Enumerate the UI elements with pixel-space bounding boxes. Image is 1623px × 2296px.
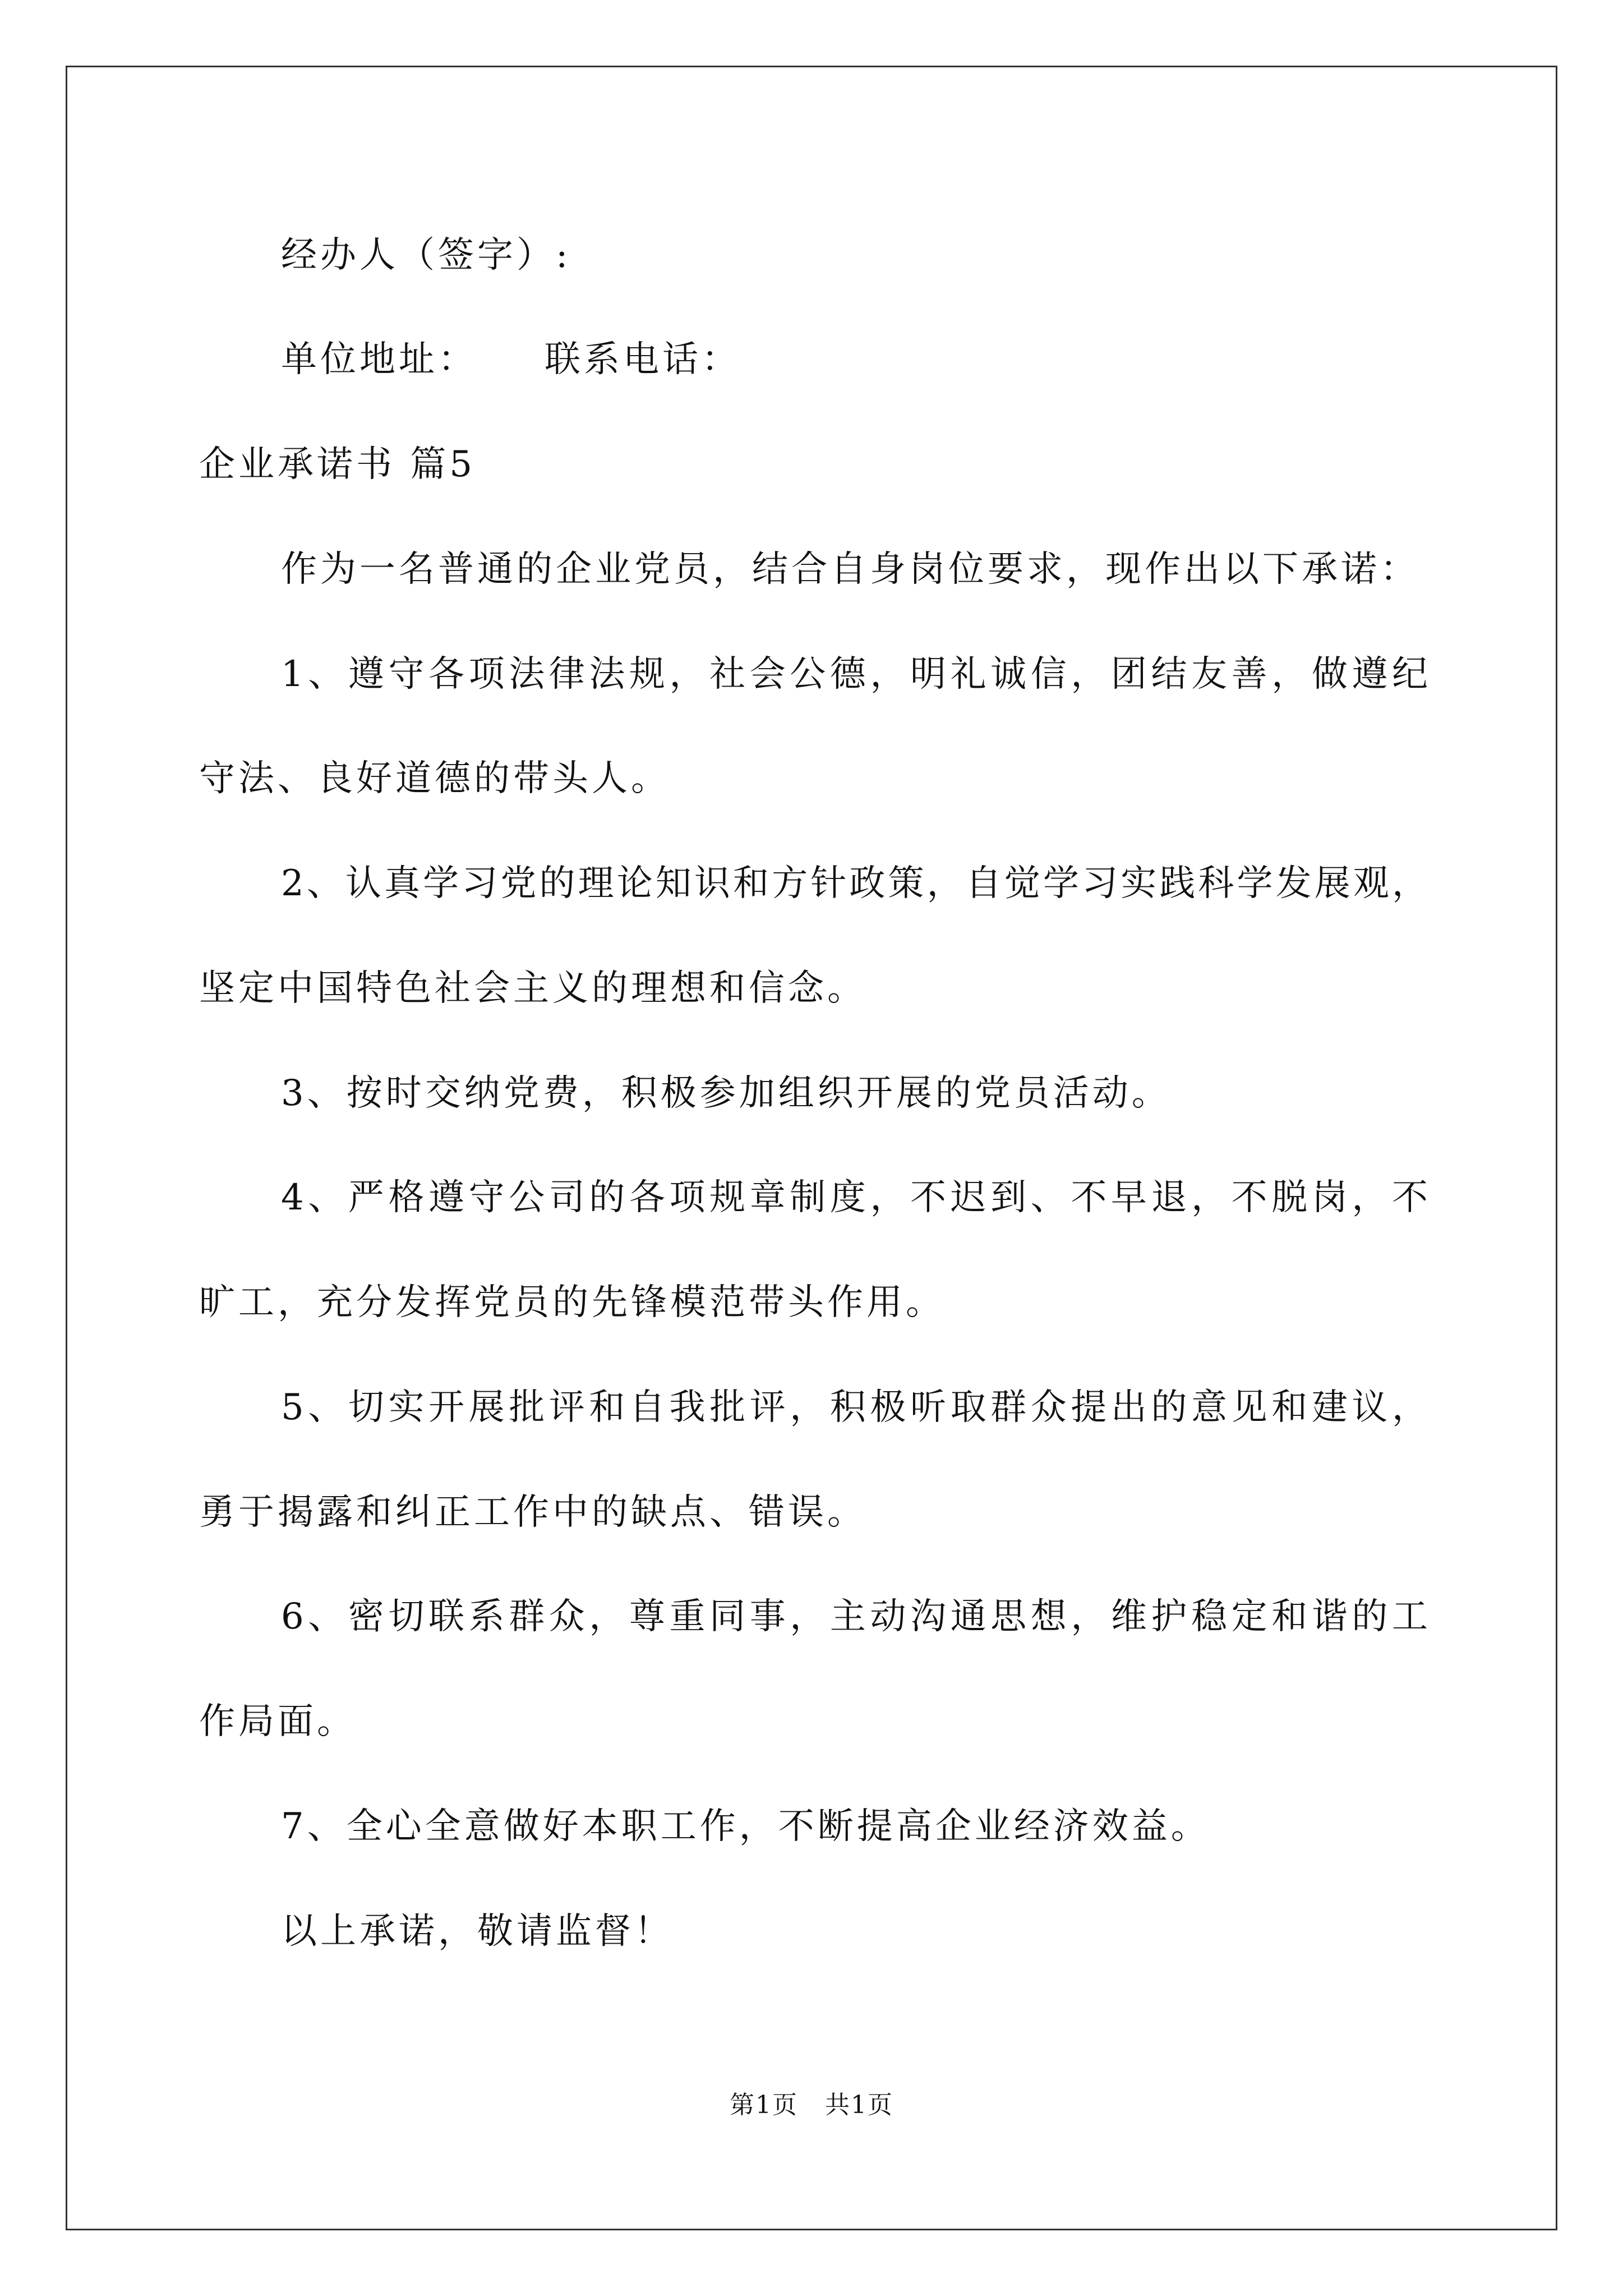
item-4-line-1: 4、严格遵守公司的各项规章制度，不迟到、不早退，不脱岗，不	[281, 1177, 1428, 1218]
item-5-line-1: 5、切实开展批评和自我批评，积极听取群众提出的意见和建议，	[281, 1387, 1428, 1428]
item-6-line-2: 作局面。	[199, 1701, 356, 1742]
unit-address-label: 单位地址：	[281, 339, 477, 380]
item-4-line-2: 旷工，充分发挥党员的先锋模范带头作用。	[199, 1282, 945, 1323]
item-7: 7、全心全意做好本职工作，不断提高企业经济效益。	[281, 1806, 1210, 1847]
page-border	[66, 66, 1557, 2230]
handler-signature-line: 经办人（签字）:	[281, 234, 571, 276]
item-5-line-2: 勇于揭露和纠正工作中的缺点、错误。	[199, 1492, 866, 1533]
contact-phone-label: 联系电话：	[545, 339, 741, 380]
item-1-line-1: 1、遵守各项法律法规，社会公德，明礼诚信，团结友善，做遵纪	[281, 654, 1428, 695]
page-number-total: 共1页	[825, 2091, 893, 2119]
section-title: 企业承诺书 篇5	[199, 444, 476, 485]
item-2-line-2: 坚定中国特色社会主义的理想和信念。	[199, 968, 866, 1009]
closing-line: 以上承诺，敬请监督！	[281, 1911, 674, 1952]
intro-paragraph: 作为一名普通的企业党员，结合自身岗位要求，现作出以下承诺：	[281, 549, 1419, 590]
item-3: 3、按时交纳党费，积极参加组织开展的党员活动。	[281, 1073, 1171, 1114]
item-1-line-2: 守法、良好道德的带头人。	[199, 758, 670, 799]
unit-address-contact-line	[281, 337, 741, 382]
item-6-line-1: 6、密切联系群众，尊重同事，主动沟通思想，维护稳定和谐的工	[281, 1596, 1428, 1637]
item-2-line-1: 2、认真学习党的理论知识和方针政策，自觉学习实践科学发展观，	[281, 863, 1428, 904]
page-number-current: 第1页	[730, 2091, 798, 2119]
page-footer	[0, 2090, 1623, 2121]
